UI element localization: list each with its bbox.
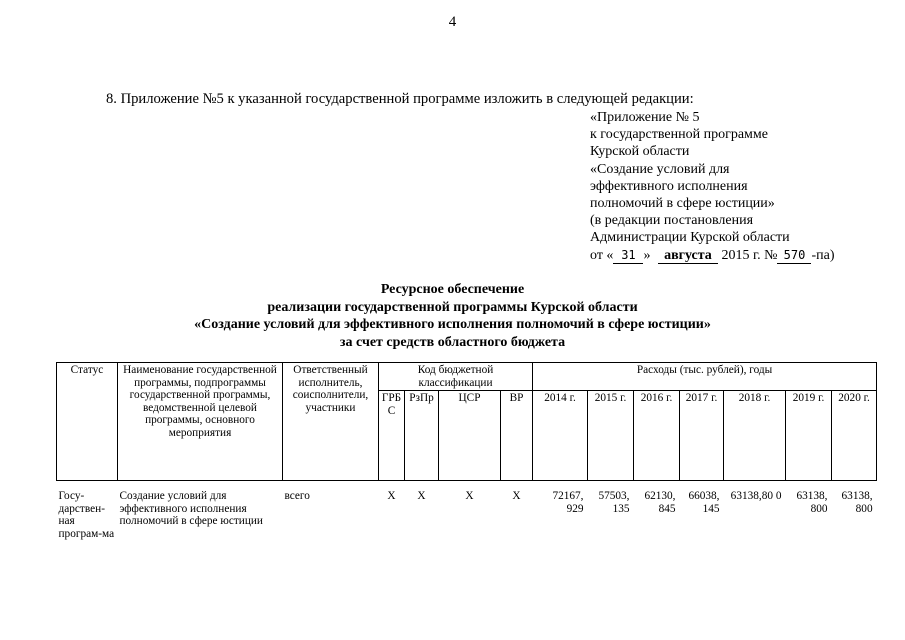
cell-value-2015: 57503, 135	[598, 490, 630, 515]
date-prefix: от «	[590, 247, 614, 263]
header-expenses: Расходы (тыс. рублей), годы	[533, 363, 877, 391]
number-field: 570	[777, 248, 811, 264]
cell-value-2020: 63138, 800	[841, 490, 873, 515]
cell-vr: Х	[512, 490, 521, 502]
header-year: 2017 г.	[680, 391, 724, 481]
appendix-line: «Приложение № 5	[590, 110, 700, 125]
cell-status: Госу-дарствен-ная програм-ма	[58, 490, 115, 540]
header-grbs: ГРБ С	[379, 391, 405, 481]
appendix-line: эффективного исполнения	[590, 178, 748, 194]
header-year: 2016 г.	[634, 391, 680, 481]
header-responsible: Ответственный исполнитель, соисполнители, участники	[283, 363, 379, 481]
appendix-line: (в редакции постановления	[590, 213, 754, 229]
cell-grbs: Х	[387, 490, 396, 502]
year-text: 2015 г. №	[721, 247, 778, 263]
title-line: «Создание условий для эффективного исполнения полномочий в сфере юстиции»	[194, 317, 711, 333]
header-name: Наименование государственной программы, подпрограммы государственной программы, ведомственной целевой программы, основного мероприятия	[118, 363, 283, 481]
header-year: 2014 г.	[533, 391, 588, 481]
resource-table	[56, 362, 877, 541]
appendix-header-block	[590, 109, 835, 264]
appendix-line: к государственной программе	[590, 127, 768, 143]
title-line: реализации государственной программы Курской области	[267, 299, 638, 315]
page-number: 4	[448, 14, 457, 30]
cell-name: Создание условий для эффективного исполнения полномочий в сфере юстиции	[119, 490, 263, 527]
header-year: 2019 г.	[786, 391, 832, 481]
month-field: августа	[658, 248, 718, 264]
intro-paragraph: 8. Приложение №5 к указанной государственной программе изложить в следующей редакции:	[106, 91, 694, 107]
header-year: 2020 г.	[832, 391, 877, 481]
cell-value-2018: 63138,80 0	[730, 490, 782, 502]
appendix-line: полномочий в сфере юстиции»	[590, 196, 775, 212]
header-year: 2018 г.	[724, 391, 786, 481]
cell-value-2016: 62130, 845	[644, 490, 676, 515]
header-year: 2015 г.	[588, 391, 634, 481]
appendix-line: Администрации Курской области	[590, 230, 790, 246]
number-suffix: -па)	[811, 247, 835, 263]
day-field: 31	[613, 248, 643, 264]
cell-csr: Х	[465, 490, 474, 502]
appendix-line: «Создание условий для	[590, 161, 730, 177]
appendix-line: Курской области	[590, 144, 690, 160]
cell-responsible: всего	[284, 490, 310, 502]
header-budget-code: Код бюджетной классификации	[379, 363, 533, 391]
cell-value-2017: 66038, 145	[688, 490, 720, 515]
document-title	[0, 281, 905, 351]
appendix-date-line	[590, 247, 835, 264]
header-rzpr: РзПр	[405, 391, 439, 481]
header-csr: ЦСР	[439, 391, 501, 481]
cell-rzpr: Х	[417, 490, 426, 502]
header-vr: ВР	[501, 391, 533, 481]
header-status: Статус	[57, 363, 118, 481]
cell-value-2019: 63138, 800	[796, 490, 828, 515]
title-line: за счет средств областного бюджета	[339, 334, 566, 350]
day-close: »	[643, 247, 651, 263]
cell-value-2014: 72167, 929	[552, 490, 584, 515]
table-row	[57, 489, 877, 541]
title-line: Ресурсное обеспечение	[380, 282, 525, 297]
